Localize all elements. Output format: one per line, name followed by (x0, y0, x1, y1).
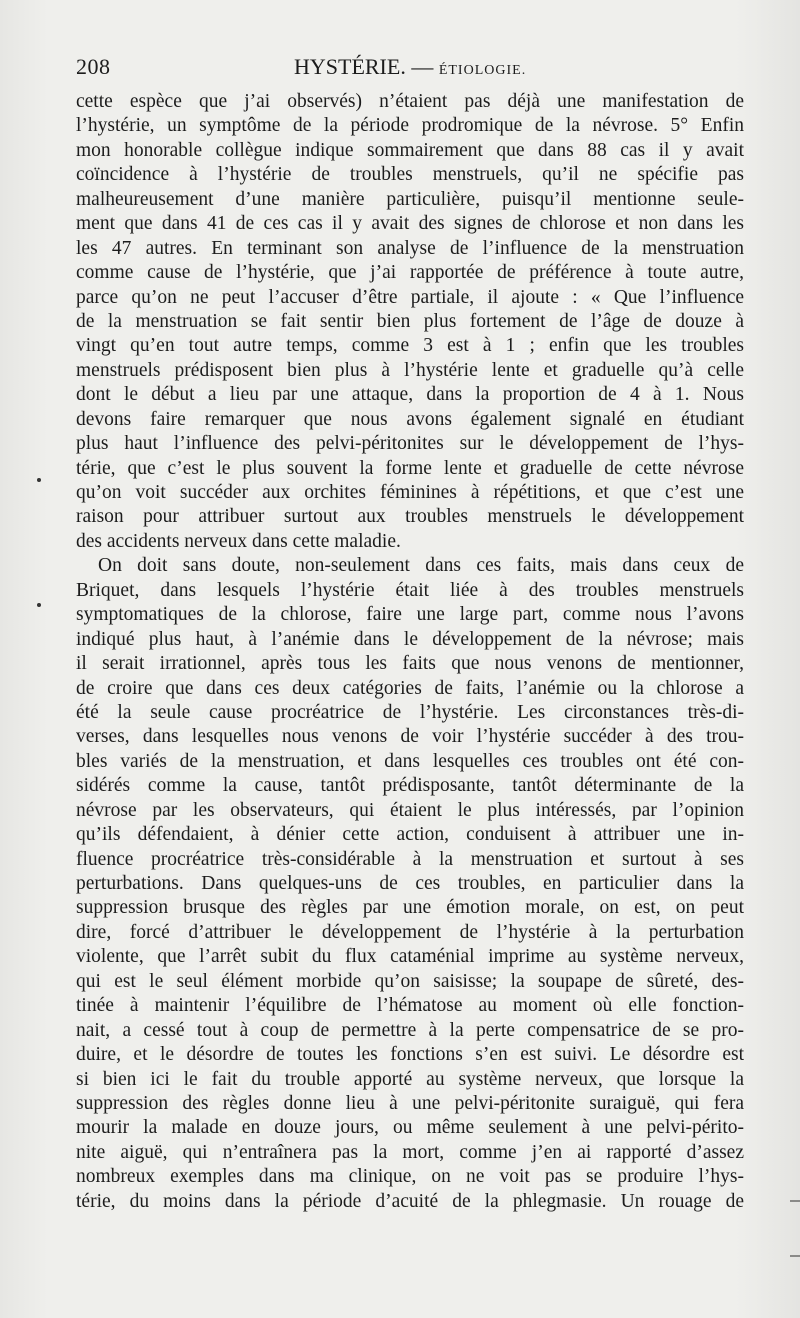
text-line: suppression brusque des règles par une émotion morale, on est, on peut (76, 897, 744, 919)
text-line: symptomatiques de la chlorose, faire une large part, comme nous l’avons (76, 604, 744, 626)
text-line: parce qu’on ne peut l’accuser d’être partiale, il ajoute : « Que l’influence (76, 286, 744, 308)
body-text (76, 90, 744, 1214)
text-line: névrose par les observateurs, qui étaient le plus intéressés, par l’opinion (76, 799, 744, 821)
text-line: dire, forcé d’attribuer le développement de l’hystérie à la perturbation (76, 921, 744, 943)
page-edge-mark (790, 1200, 800, 1202)
text-line: raison pour attribuer surtout aux troubles menstruels le développement (76, 506, 744, 528)
text-line: On doit sans doute, non-seulement dans ces faits, mais dans ceux de (98, 555, 744, 577)
text-line: mon honorable collègue indique sommairement que dans 88 cas il y avait (76, 139, 744, 161)
running-head-subtitle: ÉTIOLOGIE. (438, 63, 527, 78)
text-line: dont le début a lieu par une attaque, dans la proportion de 4 à 1. Nous (76, 384, 744, 406)
text-line: de la menstruation se fait sentir bien plus fortement de l’âge de douze à (76, 310, 744, 332)
text-line: les 47 autres. En terminant son analyse de l’influence de la menstruation (76, 237, 744, 259)
text-line: plus haut l’influence des pelvi-péritonites sur le développement de l’hys- (76, 433, 744, 455)
text-line: verses, dans lesquelles nous venons de voir l’hystérie succéder à des trou- (76, 726, 744, 748)
text-line: des accidents nerveux dans cette maladie. (76, 530, 401, 552)
text-line: été la seule cause procréatrice de l’hystérie. Les circonstances très-di- (76, 701, 744, 723)
text-line: fluence procréatrice très-considérable à la menstruation et surtout à ses (76, 848, 744, 870)
text-line: sidérés comme la cause, tantôt prédisposante, tantôt déterminante de la (76, 775, 744, 797)
margin-speck (37, 478, 41, 482)
text-line: nite aiguë, qui n’entraînera pas la mort, comme j’en ai rapporté d’assez (76, 1141, 744, 1163)
text-line: violente, que l’arrêt subit du flux cataménial imprime au système nerveux, (76, 946, 744, 968)
paragraph-1 (76, 90, 744, 554)
text-line: mourir la malade en douze jours, ou même seulement à une pelvi-périto- (76, 1117, 744, 1139)
text-line: ment que dans 41 de ces cas il y avait des signes de chlorose et non dans les (76, 213, 744, 235)
margin-speck (37, 603, 41, 607)
text-line: bles variés de la menstruation, et dans lesquelles ces troubles ont été con- (76, 750, 744, 772)
text-line: de croire que dans ces deux catégories de faits, l’anémie ou la chlorose a (76, 677, 744, 699)
page-number: 208 (76, 54, 111, 79)
text-line: qu’on voit succéder aux orchites féminines à répétitions, et que c’est une (76, 482, 744, 503)
text-line: perturbations. Dans quelques-uns de ces troubles, en particulier dans la (76, 873, 744, 894)
page-edge-mark (790, 1255, 800, 1257)
running-head (294, 54, 526, 80)
text-line: nait, a cessé tout à coup de permettre à la perte compensatrice de se pro- (76, 1019, 744, 1041)
text-line: qu’ils défendaient, à dénier cette action, conduisent à attribuer une in- (76, 824, 744, 846)
text-line: duire, et le désordre de toutes les fonctions s’en est suivi. Le désordre est (76, 1044, 744, 1066)
text-line: il serait irrationnel, après tous les faits que nous venons de mentionner, (76, 653, 744, 675)
text-line: indiqué plus haut, à l’anémie dans le développement de la névrose; mais (76, 628, 744, 650)
text-line: l’hystérie, un symptôme de la période prodromique de la névrose. 5° Enfin (76, 115, 744, 137)
text-line: comme cause de l’hystérie, que j’ai rapportée de préférence à toute autre, (76, 262, 744, 284)
text-line: vingt qu’en tout autre temps, comme 3 est à 1 ; enfin que les troubles (76, 335, 744, 357)
paragraph-2 (76, 554, 744, 1214)
text-line: suppression des règles donne lieu à une pelvi-péritonite suraiguë, qui fera (76, 1092, 744, 1114)
text-line: cette espèce que j’ai observés) n’étaient pas déjà une manifestation de (76, 91, 744, 112)
text-line: nombreux exemples dans ma clinique, on ne voit pas se produire l’hys- (76, 1166, 744, 1188)
page-header (76, 54, 744, 84)
running-head-title: HYSTÉRIE. (294, 54, 406, 79)
text-line: malheureusement d’une manière particulière, puisqu’il mentionne seule- (76, 188, 744, 210)
text-line: térie, du moins dans la période d’acuité de la phlegmasie. Un rouage de (76, 1190, 744, 1212)
text-line: coïncidence à l’hystérie de troubles menstruels, qu’il ne spécifie pas (76, 164, 744, 186)
running-head-dash: — (411, 54, 434, 79)
text-line: menstruels prédisposent bien plus à l’hystérie lente et graduelle qu’à celle (76, 359, 744, 381)
text-line: si bien ici le fait du trouble apporté au système nerveux, que lorsque la (76, 1068, 744, 1090)
text-line: térie, que c’est le plus souvent la forme lente et graduelle de cette névrose (76, 457, 744, 479)
text-line: tinée à maintenir l’équilibre de l’hématose au moment où elle fonction- (76, 995, 744, 1017)
text-line: qui est le seul élément morbide qu’on saisisse; la soupape de sûreté, des- (76, 970, 744, 992)
text-line: Briquet, dans lesquels l’hystérie était liée à des troubles menstruels (76, 579, 744, 601)
text-line: devons faire remarquer que nous avons également signalé en étudiant (76, 408, 744, 430)
